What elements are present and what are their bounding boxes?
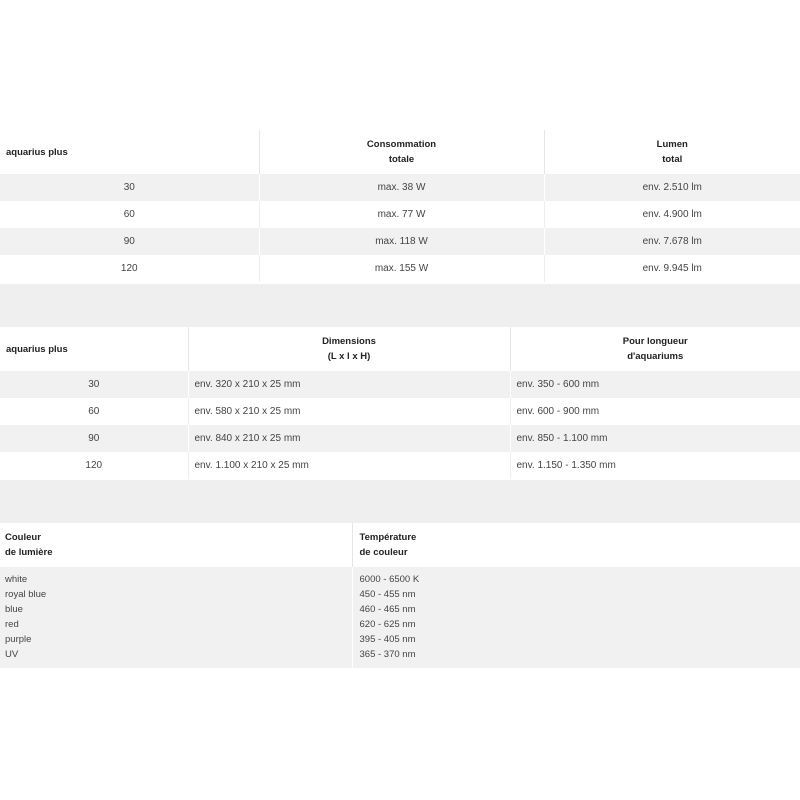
lumen-cell: env. 2.510 lm bbox=[544, 174, 800, 201]
power-cell: max. 38 W bbox=[259, 174, 544, 201]
table-header-row bbox=[0, 327, 800, 371]
separator-band bbox=[0, 480, 800, 523]
table-row bbox=[0, 425, 800, 452]
list-item: 450 - 455 nm bbox=[359, 589, 416, 600]
dimensions-cell: env. 580 x 210 x 25 mm bbox=[188, 398, 510, 425]
table-row bbox=[0, 228, 800, 255]
light-color-header: Couleur de lumière bbox=[5, 532, 53, 558]
color-temperature-list bbox=[352, 567, 800, 668]
model-header: aquarius plus bbox=[6, 146, 68, 158]
list-item: blue bbox=[5, 604, 23, 615]
table-header-row bbox=[0, 523, 800, 567]
table-header-row bbox=[0, 130, 800, 174]
aquarium-length-header: Pour longueur d'aquariums bbox=[510, 327, 800, 371]
consumption-header: Consommation totale bbox=[259, 130, 544, 174]
power-lumen-table bbox=[0, 130, 800, 282]
length-cell: env. 850 - 1.100 mm bbox=[510, 425, 800, 452]
light-color-list bbox=[0, 567, 352, 668]
color-temperature-header: Température de couleur bbox=[352, 523, 800, 567]
dimensions-table bbox=[0, 327, 800, 479]
length-cell: env. 1.150 - 1.350 mm bbox=[510, 452, 800, 479]
power-cell: max. 77 W bbox=[259, 201, 544, 228]
list-item: 365 - 370 nm bbox=[359, 649, 416, 660]
model-header: aquarius plus bbox=[6, 343, 68, 355]
table-row bbox=[0, 174, 800, 201]
dimensions-header: Dimensions (L x l x H) bbox=[188, 327, 510, 371]
length-cell: env. 600 - 900 mm bbox=[510, 398, 800, 425]
dimensions-cell: env. 320 x 210 x 25 mm bbox=[188, 371, 510, 398]
table-row bbox=[0, 255, 800, 282]
list-item: UV bbox=[5, 649, 19, 660]
power-cell: max. 118 W bbox=[259, 228, 544, 255]
dimensions-cell: env. 1.100 x 210 x 25 mm bbox=[188, 452, 510, 479]
lumen-cell: env. 7.678 lm bbox=[544, 228, 800, 255]
lumen-cell: env. 9.945 lm bbox=[544, 255, 800, 282]
list-item: 460 - 465 nm bbox=[359, 604, 416, 615]
separator-band bbox=[0, 284, 800, 327]
dimensions-cell: env. 840 x 210 x 25 mm bbox=[188, 425, 510, 452]
table-row bbox=[0, 398, 800, 425]
size-cell: 60 bbox=[123, 209, 135, 220]
lumen-cell: env. 4.900 lm bbox=[544, 201, 800, 228]
size-cell: 120 bbox=[120, 263, 138, 274]
list-item: 620 - 625 nm bbox=[359, 619, 416, 630]
table-row bbox=[0, 567, 800, 668]
list-item: 6000 - 6500 K bbox=[359, 574, 420, 585]
table-row bbox=[0, 452, 800, 479]
power-cell: max. 155 W bbox=[259, 255, 544, 282]
size-cell: 90 bbox=[0, 425, 188, 452]
size-cell: 30 bbox=[0, 371, 188, 398]
size-cell: 60 bbox=[88, 406, 100, 417]
list-item: white bbox=[5, 574, 28, 585]
size-cell: 120 bbox=[85, 460, 103, 471]
size-cell: 30 bbox=[0, 174, 259, 201]
list-item: purple bbox=[5, 634, 32, 645]
table-row bbox=[0, 371, 800, 398]
light-color-table bbox=[0, 523, 800, 668]
list-item: red bbox=[5, 619, 19, 630]
size-cell: 90 bbox=[0, 228, 259, 255]
list-item: 395 - 405 nm bbox=[359, 634, 416, 645]
list-item: royal blue bbox=[5, 589, 47, 600]
lumen-header: Lumen total bbox=[544, 130, 800, 174]
table-row bbox=[0, 201, 800, 228]
length-cell: env. 350 - 600 mm bbox=[510, 371, 800, 398]
